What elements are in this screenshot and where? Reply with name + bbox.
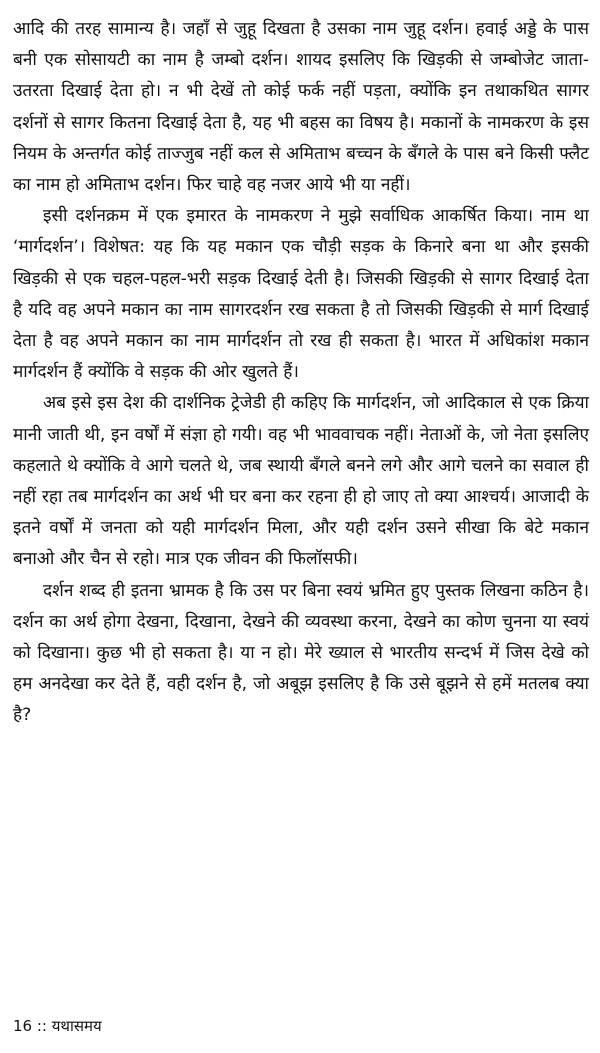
paragraph-2: इसी दर्शनक्रम में एक इमारत के नामकरण ने मुझे सर्वाधिक आकर्षित किया। नाम था ‘मार्गदर्शन’। विशेषत: यह कि यह मकान एक चौड़ी सड़क के किनारे बना था और इसकी खिड़की से एक चहल-पहल-भरी सड़क दिखाई देती है। जिसकी खिड़की से सागर दिखाई देता है यदि वह अपने मकान का नाम सागरदर्शन रख सकता है तो जिसकी खिड़की से मार्ग दिखाई देता है वह अपने मकान का नाम मार्गदर्शन तो रख ही सकता है। भारत में अधिकांश मकान मार्गदर्शन हैं क्योंकि वे सड़क की ओर खुलते हैं। [13,206,589,383]
page-footer: 16 :: यथासमय [13,1017,102,1035]
paragraph-3: अब इसे इस देश की दार्शनिक ट्रेजेडी ही कहिए कि मार्गदर्शन, जो आदिकाल से एक क्रिया मानी जाती थी, इन वर्षों में संज्ञा हो गयी। वह भी भाववाचक नहीं। नेताओं के, जो नेता इसलिए कहलाते थे क्योंकि वे आगे चलते थे, जब स्थायी बँगले बनने लगे और आगे चलने का सवाल ही नहीं रहा तब मार्गदर्शन का अर्थ भी घर बना कर रहना ही हो जाए तो क्या आश्चर्य। आजादी के इतने वर्षों में जनता को यही मार्गदर्शन मिला, और यही दर्शन उसने सीखा कि बेटे मकान बनाओ और चैन से रहो। मात्र एक जीवन की फिलॉसफी। [13,393,589,570]
paragraph-1: आदि की तरह सामान्य है। जहाँ से जुहू दिखता है उसका नाम जुहू दर्शन। हवाई अड्डे के पास बनी एक सोसायटी का नाम है जम्बो दर्शन। शायद इसलिए कि खिड़की से जम्बोजेट जाता-उतरता दिखाई देता हो। न भी देखें तो कोई फर्क नहीं पड़ता, क्योंकि इन तथाकथित सागर दर्शनों से सागर कितना दिखाई देता है, यह भी बहस का विषय है। मकानों के नामकरण के इस नियम के अन्तर्गत कोई ताज्जुब नहीं कल से अमिताभ बच्चन के बँगले के पास बने किसी फ्लैट का नाम हो अमिताभ दर्शन। फिर चाहे वह नजर आये भी या नहीं। [13,19,589,196]
page-body-text [13,14,589,732]
paragraph-4: दर्शन शब्द ही इतना भ्रामक है कि उस पर बिना स्वयं भ्रमित हुए पुस्तक लिखना कठिन है। दर्शन का अर्थ होगा देखना, दिखाना, देखने की व्यवस्था करना, देखने का कोण चुनना या स्वयं को दिखाना। कुछ भी हो सकता है। या न हो। मेरे ख्याल से भारतीय सन्दर्भ में जिस देखे को हम अनदेखा कर देते हैं, वही दर्शन है, जो अबूझ इसलिए है कि उसे बूझने से हमें मतलब क्या है? [13,580,589,726]
